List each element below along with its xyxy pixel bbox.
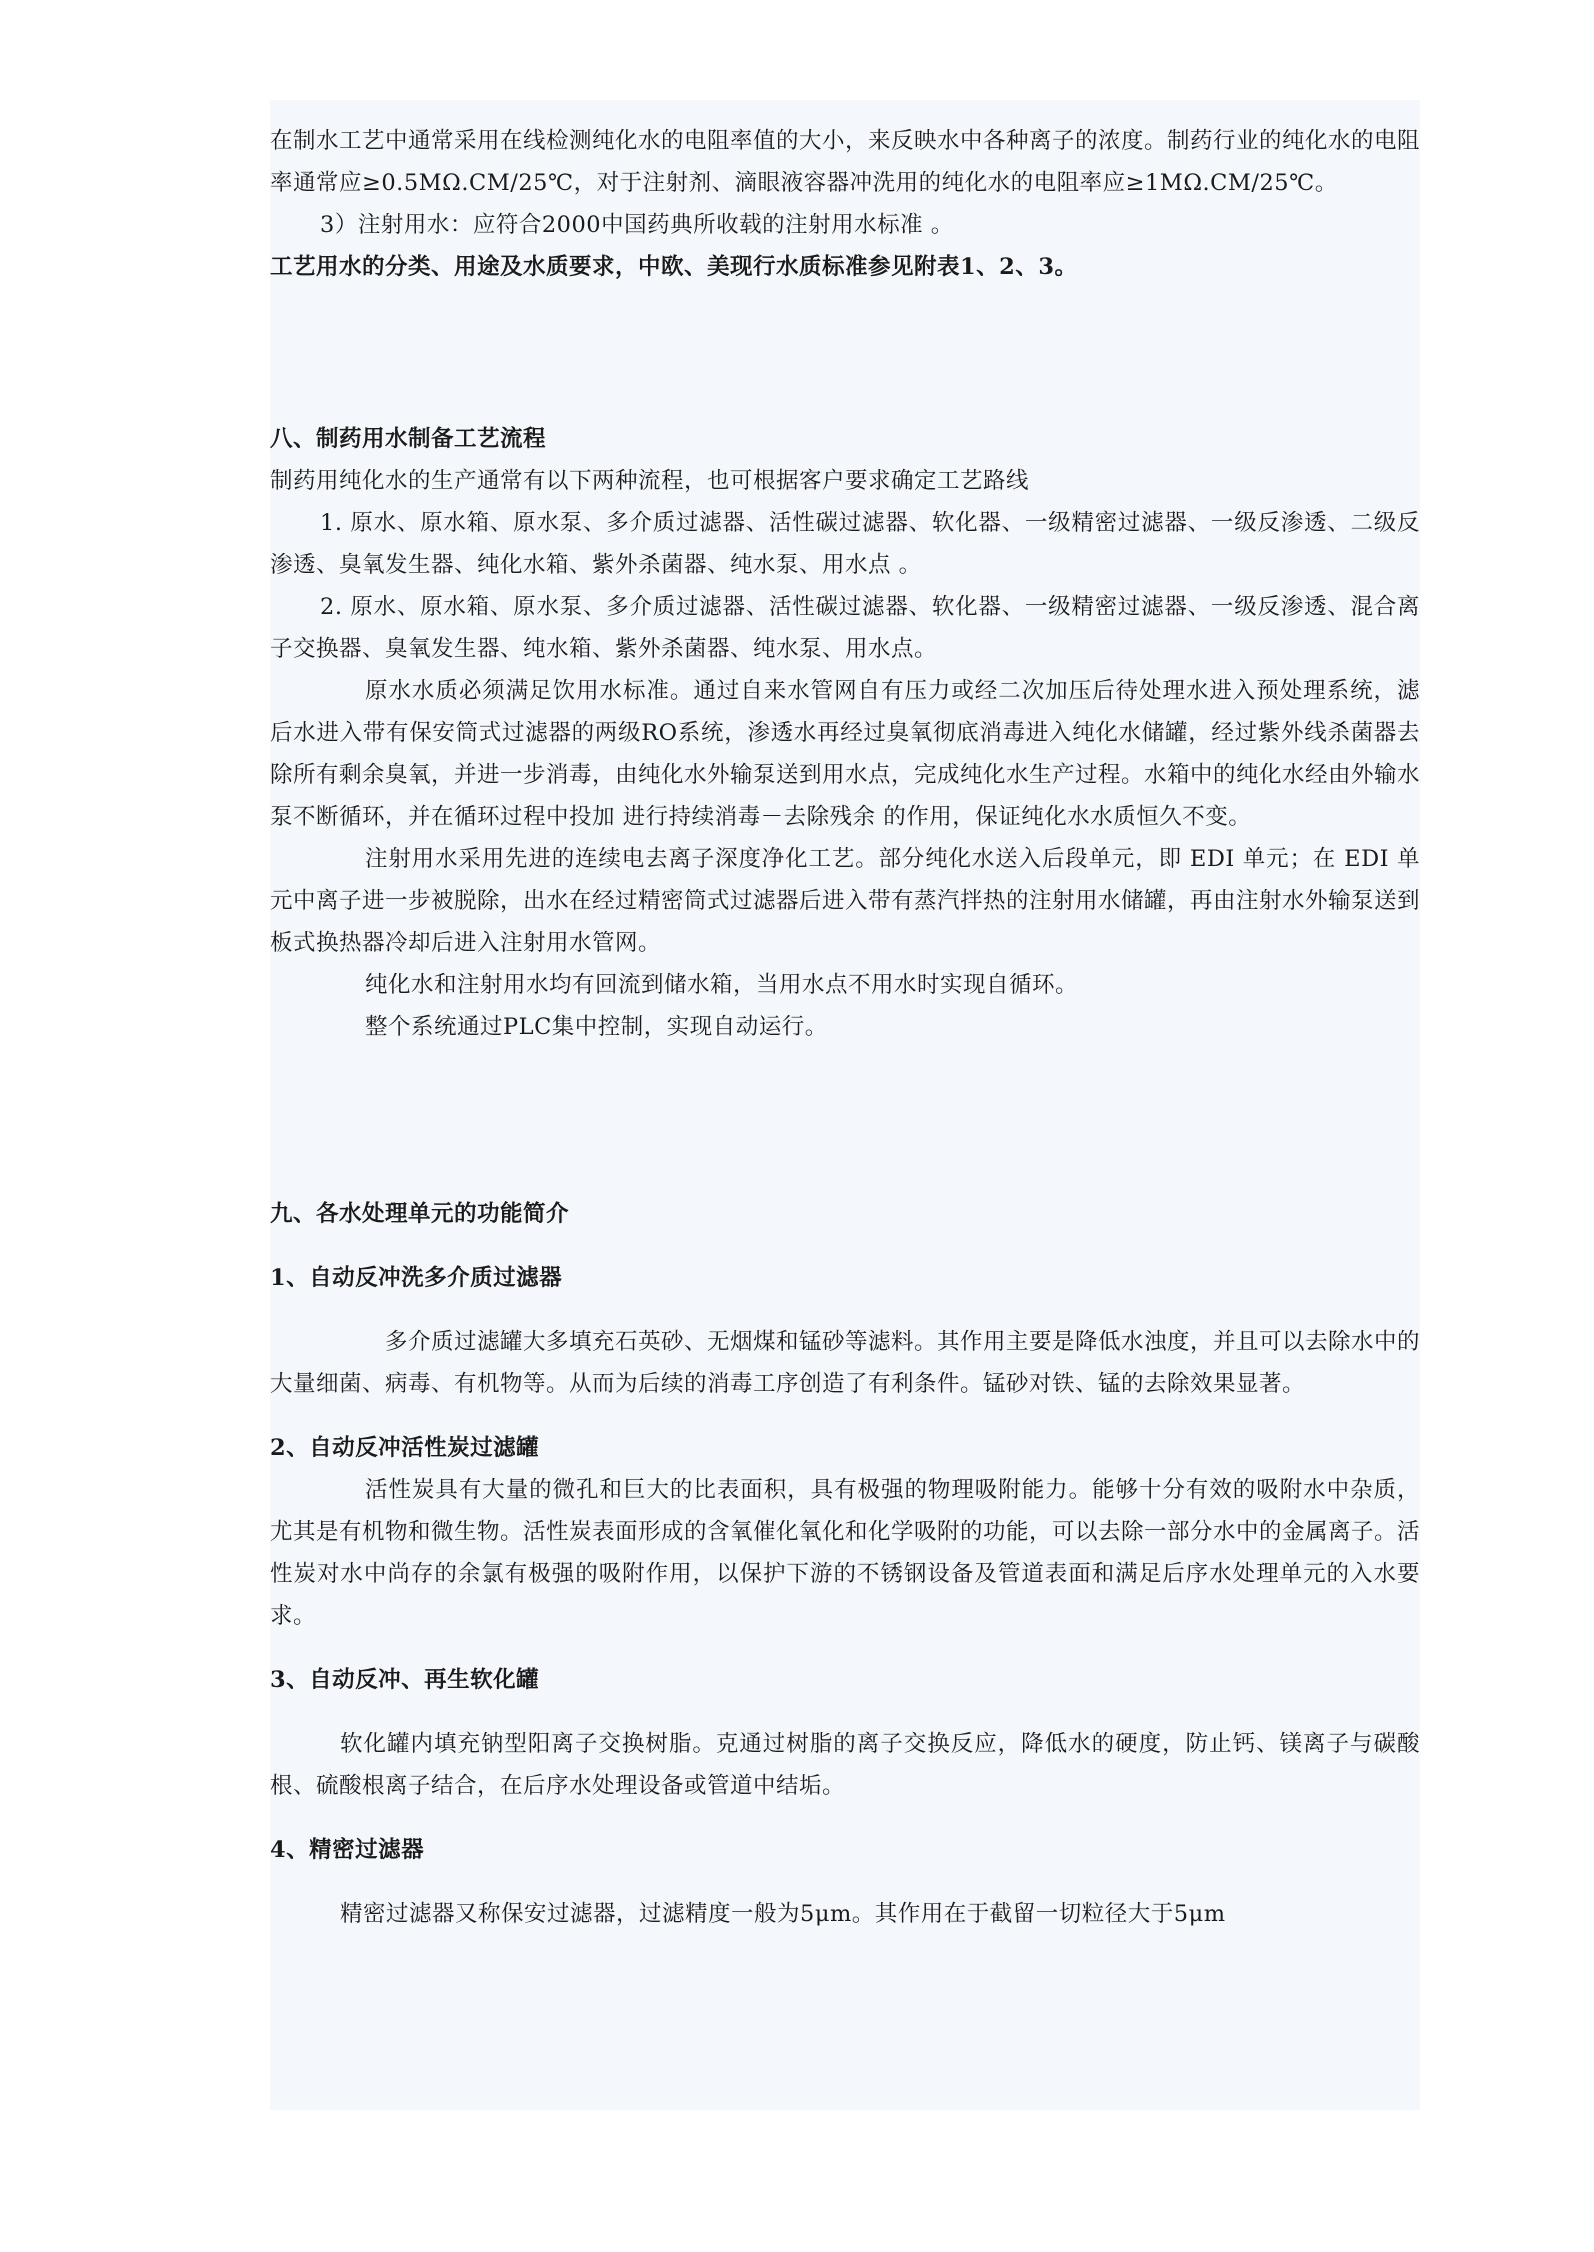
- section-9-heading: 九、各水处理单元的功能简介: [270, 1201, 570, 1227]
- injection-water-item: 3）注射用水：应符合2000中国药典所收载的注射用水标准 。: [320, 212, 954, 238]
- unit-3-text: 软化罐内填充钠型阳离子交换树脂。克通过树脂的离子交换反应，降低水的硬度，防止钙、镁离子与碳酸根、硫酸根离子结合，在后序水处理设备或管道中结垢。: [270, 1731, 1420, 1799]
- water-resistivity-paragraph: 在制水工艺中通常采用在线检测纯化水的电阻率值的大小，来反映水中各种离子的浓度。制药行业的纯化水的电阻率通常应≥0.5MΩ.CM/25℃，对于注射剂、滴眼液容器冲洗用的纯化水的电阻率应≥1MΩ.CM/25℃。: [270, 128, 1421, 196]
- unit-3-heading: 3、自动反冲、再生软化罐: [270, 1667, 540, 1693]
- document-body: [270, 120, 1420, 1935]
- unit-2-text: 活性炭具有大量的微孔和巨大的比表面积，具有极强的物理吸附能力。能够十分有效的吸附水中杂质，尤其是有机物和微生物。活性炭表面形成的含氧催化氧化和化学吸附的功能，可以去除一部分水中的金属离子。活性炭对水中尚存的余氯有极强的吸附作用，以保护下游的不锈钢设备及管道表面和满足后序水处理单元的入水要求。: [270, 1477, 1421, 1629]
- recirculation-paragraph: 纯化水和注射用水均有回流到储水箱，当用水点不用水时实现自循环。: [365, 972, 1079, 998]
- water-standards-summary: 工艺用水的分类、用途及水质要求，中欧、美现行水质标准参见附表1、2、3。: [270, 254, 1078, 280]
- raw-water-paragraph: 原水水质必须满足饮用水标准。通过自来水管网自有压力或经二次加压后待处理水进入预处理系统，滤后水进入带有保安筒式过滤器的两级RO系统，渗透水再经过臭氧彻底消毒进入纯化水储罐，经过紫外线杀菌器去除所有剩余臭氧，并进一步消毒，由纯化水外输泵送到用水点，完成纯化水生产过程。水箱中的纯化水经由外输水泵不断循环，并在循环过程中投加 进行持续消毒－去除残余 的作用，保证纯化水水质恒久不变。: [270, 678, 1421, 830]
- unit-1-heading: 1、自动反冲洗多介质过滤器: [270, 1265, 563, 1291]
- edi-paragraph: 注射用水采用先进的连续电去离子深度净化工艺。部分纯化水送入后段单元，即 EDI 单元；在 EDI 单元中离子进一步被脱除，出水在经过精密筒式过滤器后进入带有蒸汽拌热的注射用水储罐，再由注射水外输泵送到板式换热器冷却后进入注射用水管网。: [270, 846, 1421, 956]
- unit-4-text: 精密过滤器又称保安过滤器，过滤精度一般为5μm。其作用在于截留一切粒径大于5μm: [340, 1901, 1226, 1927]
- section-8-heading: 八、制药用水制备工艺流程: [270, 426, 547, 452]
- unit-4-heading: 4、精密过滤器: [270, 1837, 425, 1863]
- unit-1-text: 多介质过滤罐大多填充石英砂、无烟煤和锰砂等滤料。其作用主要是降低水浊度，并且可以去除水中的大量细菌、病毒、有机物等。从而为后续的消毒工序创造了有利条件。锰砂对铁、锰的去除效果显著。: [270, 1329, 1421, 1397]
- section-8-intro: 制药用纯化水的生产通常有以下两种流程，也可根据客户要求确定工艺路线: [270, 468, 1030, 494]
- unit-2-heading: 2、自动反冲活性炭过滤罐: [270, 1435, 540, 1461]
- process-flow-1: 1. 原水、原水箱、原水泵、多介质过滤器、活性碳过滤器、软化器、一级精密过滤器、一级反渗透、二级反渗透、臭氧发生器、纯化水箱、紫外杀菌器、纯水泵、用水点 。: [270, 510, 1420, 578]
- plc-control-paragraph: 整个系统通过PLC集中控制，实现自动运行。: [365, 1014, 828, 1040]
- process-flow-2: 2. 原水、原水箱、原水泵、多介质过滤器、活性碳过滤器、软化器、一级精密过滤器、一级反渗透、混合离子交换器、臭氧发生器、纯水箱、紫外杀菌器、纯水泵、用水点。: [270, 594, 1420, 662]
